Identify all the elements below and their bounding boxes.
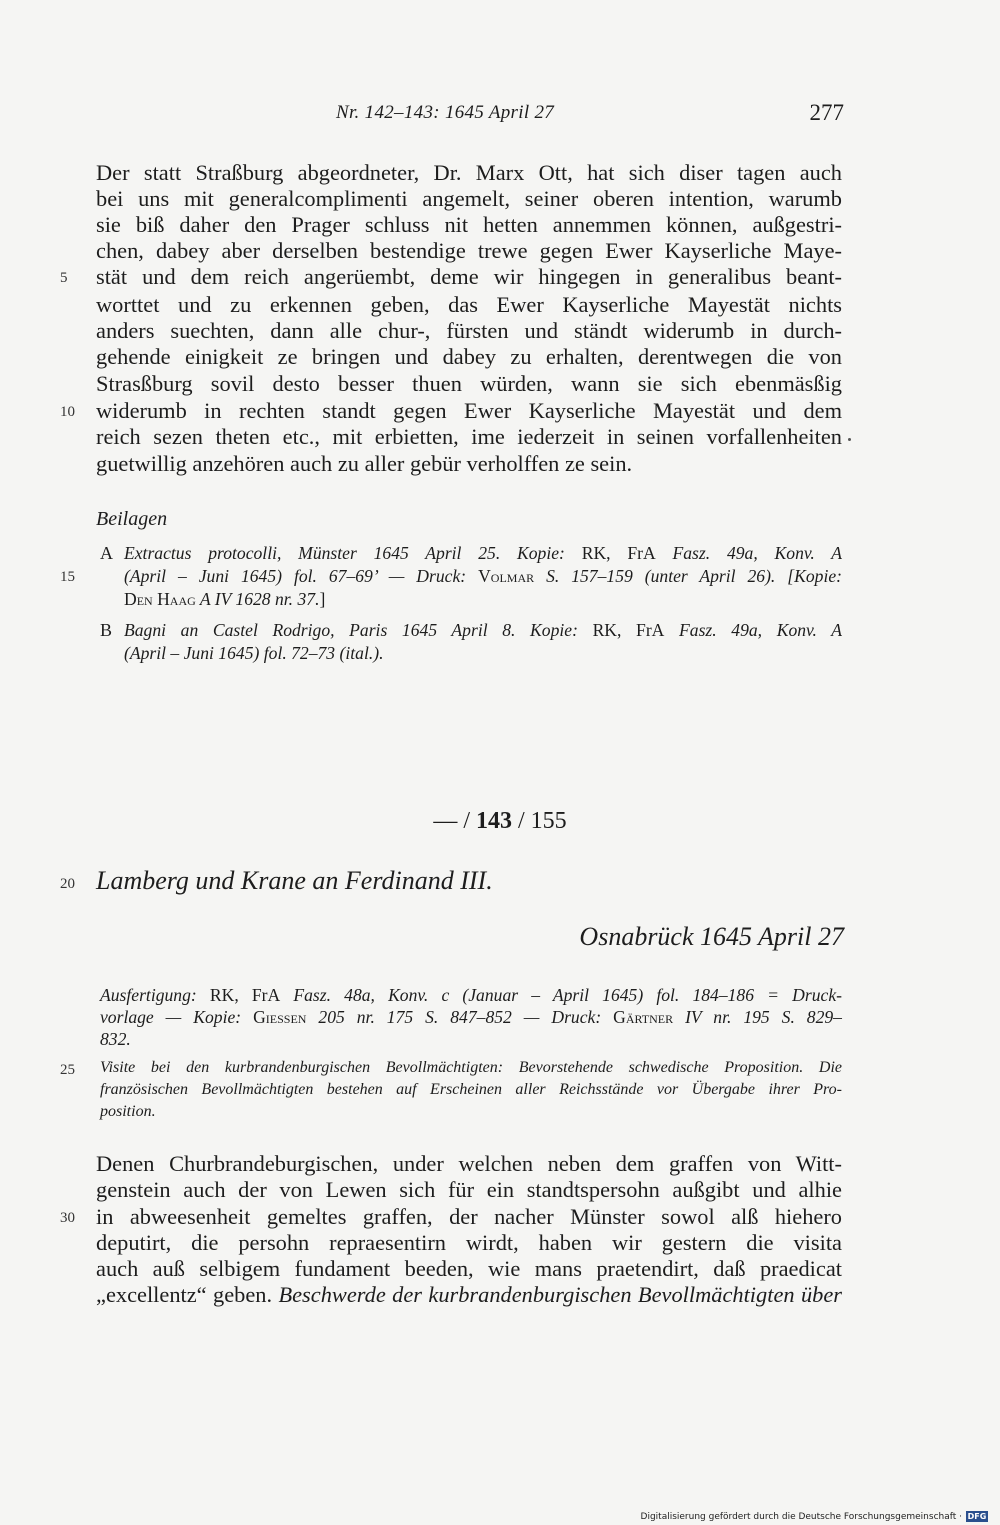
text-line: reich sezen theten etc., mit erbietten, ime iederzeit in seinen vorfallenheiten <box>96 424 842 449</box>
letter-line: genstein auch der von Lewen sich für ein standtspersohn außgibt und alhie <box>96 1177 842 1202</box>
line-number: 25 <box>60 1062 75 1078</box>
text-line: chen, dabey aber derselben bestendige trewe gegen Ewer Kayserliche Maye- <box>96 238 842 263</box>
running-head <box>96 100 844 130</box>
line-number: 30 <box>60 1210 75 1226</box>
letter-line: „excellentz“ geben. Beschwerde der kurbrandenburgischen Bevollmächtigten über <box>96 1282 842 1307</box>
letter-line: deputirt, die persohn repraesentirn wirdt, haben wir gestern die visita <box>96 1230 842 1255</box>
text-line: widerumb in rechten standt gegen Ewer Kayserliche Mayestät und dem <box>96 398 842 423</box>
document-number: — / 143 / 155 <box>433 808 567 834</box>
line-number: 10 <box>60 404 75 420</box>
line-number: 15 <box>60 569 75 585</box>
enclosure-a-line: Extractus protocolli, Münster 1645 April 25. Kopie: RK, FrA Fasz. 49a, Konv. A <box>124 543 842 563</box>
text-line: anders suechten, dann alle chur-, fürsten und ständt widerumb in durch- <box>96 318 842 343</box>
enclosure-a-line: Den Haag A IV 1628 nr. 37.] <box>124 589 326 609</box>
source-note-line: 832. <box>100 1029 131 1049</box>
enclosure-a-line: (April – Juni 1645) fol. 67–69’ — Druck: Volmar S. 157–159 (unter April 26). [Kopie: <box>124 566 843 586</box>
letter-line: auch auß selbigem fundament beeden, wie mans praetendirt, daß praedicat <box>96 1256 842 1281</box>
document-title: Lamberg und Krane an Ferdinand III. <box>96 866 493 895</box>
line-number: 5 <box>60 270 68 286</box>
regest-line: position. <box>100 1103 156 1120</box>
line-number: 20 <box>60 876 75 892</box>
running-title: Nr. 142–143: 1645 April 27 <box>336 102 555 123</box>
text-line: worttet und zu erkennen geben, das Ewer Kayserliche Mayestät nichts <box>96 292 842 317</box>
enclosures-heading: Beilagen <box>96 508 168 530</box>
footer-credit: Digitalisierung gefördert durch die Deutsche Forschungsgemeinschaft · <box>640 1512 962 1522</box>
regest-line: Visite bei den kurbrandenburgischen Bevollmächtigten: Bevorstehende schwedische Proposition. Die <box>100 1059 842 1076</box>
document-date: Osnabrück 1645 April 27 <box>579 922 844 951</box>
source-note-line: vorlage — Kopie: Giessen 205 nr. 175 S. 847–852 — Druck: Gärtner IV nr. 195 S. 829– <box>100 1007 842 1027</box>
enclosure-b-line: (April – Juni 1645) fol. 72–73 (ital.). <box>124 643 384 663</box>
regest-line: französischen Bevollmächtigten bestehen auf Erscheinen aller Reichsstände vor Übergabe ihrer Pro- <box>100 1081 842 1098</box>
letter-line: Denen Churbrandeburgischen, under welchen neben dem graffen von Witt- <box>96 1151 842 1176</box>
text-line: sie biß daher den Prager schluss nit hetten annemmen können, außgestri- <box>96 212 842 237</box>
text-line: gehende einigkeit ze bringen und dabey zu erhalten, derentwegen die von <box>96 344 842 369</box>
enclosure-key-a: A <box>100 543 113 563</box>
text-line: Der statt Straßburg abgeordneter, Dr. Marx Ott, hat sich diser tagen auch <box>96 160 842 185</box>
page-number: 277 <box>809 100 844 125</box>
text-line: bei uns mit generalcomplimenti angemelt, seiner oberen intention, warumb <box>96 186 842 211</box>
enclosure-key-b: B <box>100 620 113 640</box>
text-line: guetwillig anzehören auch zu aller gebür verholffen ze sein. <box>96 451 633 476</box>
margin-mark <box>848 438 851 441</box>
source-note-line: Ausfertigung: RK, FrA Fasz. 48a, Konv. c (Januar – April 1645) fol. 184–186 = Druck- <box>100 985 843 1005</box>
text-line: Strasßburg sovil desto besser thuen würden, wann sie sich ebenmäsßig <box>96 371 842 396</box>
text-line: stät und dem reich angerüembt, deme wir hingegen in generalibus beant- <box>96 264 842 289</box>
dfg-logo: DFG <box>967 1512 987 1521</box>
enclosure-b-line: Bagni an Castel Rodrigo, Paris 1645 April 8. Kopie: RK, FrA Fasz. 49a, Konv. A <box>124 620 842 640</box>
letter-line: in abweesenheit gemeltes graffen, der nacher Münster sowol alß hiehero <box>96 1204 842 1229</box>
